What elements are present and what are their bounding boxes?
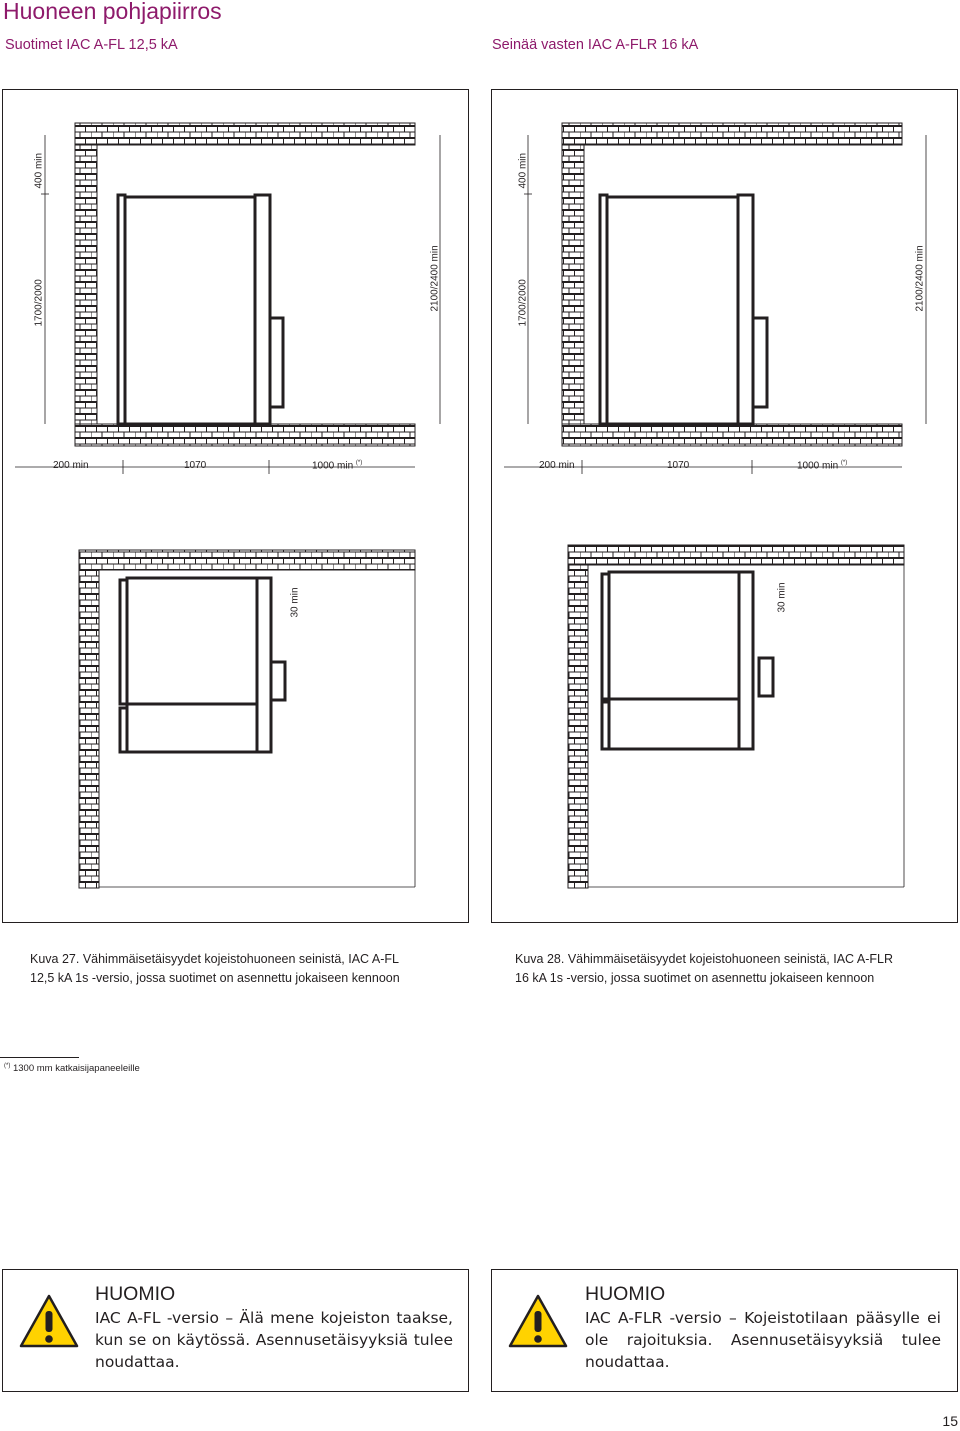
dim-top-clearance: 400 min	[33, 152, 45, 189]
dim-side-gap: 30 min	[776, 582, 788, 613]
subtitle-left: Suotimet IAC A-FL 12,5 kA	[5, 37, 178, 53]
floor	[562, 424, 902, 446]
caption-right: Kuva 28. Vähimmäisetäisyydet kojeistohuoneen seinistä, IAC A-FLR 16 kA 1s -versio, jossa suotimet on asennettu jokaiseen kennoon	[515, 952, 893, 985]
wall-top	[75, 123, 415, 145]
dim-side-gap: 30 min	[289, 587, 301, 618]
switchgear-side-view	[600, 195, 767, 424]
switchgear-plan-view	[120, 578, 285, 752]
wall-side-plan	[568, 565, 588, 888]
dim-width: 1070	[184, 460, 207, 471]
warning-box-right	[491, 1269, 958, 1392]
wall-left	[75, 145, 97, 446]
caption-left: Kuva 27. Vähimmäisetäisyydet kojeistohuoneen seinistä, IAC A-FL 12,5 kA 1s -versio, jossa suotimet on asennettu jokaiseen kennoon	[30, 952, 400, 985]
dim-width: 1070	[667, 460, 690, 471]
warning-icon	[508, 1294, 568, 1348]
page-title: Huoneen pohjapiirros	[3, 0, 222, 24]
floor-plan-left	[3, 90, 468, 922]
warning-heading: HUOMIO	[585, 1283, 666, 1305]
dim-height: 2100/2400 min	[914, 245, 926, 312]
wall-back-plan	[568, 545, 904, 565]
wall-side-plan	[79, 570, 99, 888]
dim-height: 2100/2400 min	[429, 245, 441, 312]
figure-panel-right	[491, 89, 958, 923]
dim-front: 1000 min	[312, 460, 354, 472]
subtitle-right: Seinää vasten IAC A-FLR 16 kA	[492, 37, 699, 53]
switchgear-side-view	[118, 195, 283, 424]
dim-front: 1000 min	[797, 460, 839, 472]
dim-depth: 1700/2000	[33, 279, 45, 327]
warning-text: IAC A-FL -versio – Älä mene kojeiston taakse, kun se on käytössä. Asennusetäisyyksiä tulee noudattaa.	[95, 1309, 453, 1371]
footnote-rule	[0, 1057, 79, 1058]
switchgear-plan-view	[602, 572, 773, 749]
wall-left	[562, 145, 584, 446]
figure-panel-left	[2, 89, 469, 923]
dim-wall-gap: 200 min	[53, 460, 89, 471]
floor-plan-right	[492, 90, 957, 922]
footnote: (*) 1300 mm katkaisijapaneeleille	[4, 1063, 140, 1075]
wall-back-plan	[79, 550, 415, 570]
warning-box-left	[2, 1269, 469, 1392]
dim-wall-gap: 200 min	[539, 460, 575, 471]
dim-front-note: (*)	[840, 460, 848, 466]
dim-top-clearance: 400 min	[517, 152, 529, 189]
warning-text: IAC A-FLR -versio – Kojeistotilaan pääsylle ei ole rajoituksia. Asennusetäisyyksiä tulee noudattaa.	[585, 1309, 941, 1371]
dim-depth: 1700/2000	[517, 279, 529, 327]
dim-front-note: (*)	[355, 460, 363, 466]
warning-heading: HUOMIO	[95, 1283, 176, 1305]
page-number: 15	[942, 1413, 958, 1429]
wall-top	[562, 123, 902, 145]
warning-icon	[19, 1294, 79, 1348]
floor	[75, 424, 415, 446]
